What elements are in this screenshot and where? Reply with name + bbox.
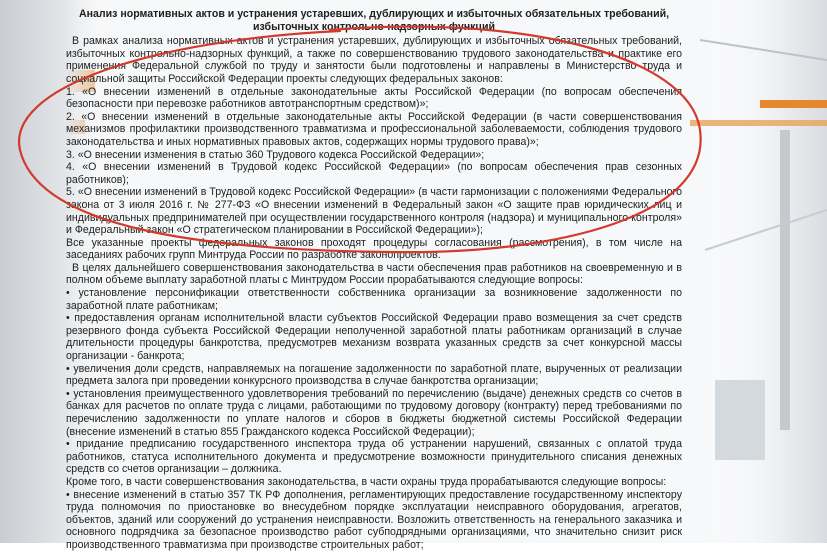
intro-paragraph: В рамках анализа нормативных актов и устранения устаревших, дублирующих и избыточных обязательных требований, избыточных контрольно-надзорных функций, а также по совершенствованию трудового законодательства и практике его применения Федеральной службой по труду и занятости были подготовлены и направлены в Министерство труда и социальной защиты Российской Федерации проекты следующих федеральных законов: — [66, 35, 682, 85]
law-item-1: 1. «О внесении изменений в отдельные законодательные акты Российской Федерации (по вопросам обеспечения безопасности при перевозке работников автотранспортным средством)»; — [66, 85, 682, 111]
wage-intro-paragraph: В целях дальнейшего совершенствования законодательства в части обеспечения прав работников на своевременную и в полном объеме выплату заработной платы с Минтрудом России прорабатываются следующие вопросы: — [66, 261, 682, 287]
approval-paragraph: Все указанные проекты федеральных законов проходят процедуры согласования (рассмотрения), в том числе на заседаниях рабочих групп Минтруда России по разработке законопроектов. — [66, 236, 682, 262]
safety-intro-paragraph: Кроме того, в части совершенствования законодательства, в части охраны труда прорабатываются следующие вопросы: — [66, 475, 667, 488]
wage-item-1: • установление персонификации ответственности собственника организации за возникновение задолженности по заработной плате работникам; — [66, 287, 682, 312]
law-item-5: 5. «О внесении изменений в Трудовой кодекс Российской Федерации» (в части гармонизации с положениями Федерального закона от 3 июля 2016 г. № 277-ФЗ «О внесении изменений в Федеральный закон «О защите прав юридических лиц и индивидуальных предпринимателей при осуществлении государственного контроля (надзора) и муниципального контроля» и Федеральный закон «О стратегическом планировании в Российской Федерации»); — [66, 186, 682, 237]
wage-item-5: • придание предписанию государственного инспектора труда об устранении нарушений, связанных с оплатой труда работников, статуса исполнительного документа и предусмотрение возможности принудительного списания денежных средств со счетов организации – должника. — [66, 438, 682, 476]
wage-item-2: • предоставления органам исполнительной власти субъектов Российской Федерации право возмещения за счет средств резервного фонда субъекта Российской Федерации неполученной заработной платы работникам организаций в случае длительности процедуры банкротства, предусмотрев механизм возврата указанных средств за счет конкурсной массы организации - банкрота; — [66, 312, 682, 363]
safety-item-1: • внесение изменений в статью 357 ТК РФ дополнения, регламентирующих предоставление государственному инспектору труда полномочия по приостановке во внесудебном порядке эксплуатации неисправного оборудования, агрегатов, объектов, зданий или сооружений до устранения неисправности. Возложить ответственность на генерального заказчика и основного подрядчика за безопасное производство работ субподрядными организациями, что значительно снизит риск производственного травматизма при производстве строительных работ; — [66, 488, 682, 551]
law-item-3: 3. «О внесении изменения в статью 360 Трудового кодекса Российской Федерации»; — [66, 148, 485, 161]
wage-item-3: • увеличения доли средств, направляемых на погашение задолженности по заработной плате, вырученных от реализации предмета залога при проведении конкурсного производства в случае банкротства организации; — [66, 362, 682, 388]
document-body — [66, 8, 682, 552]
document-title — [66, 8, 682, 33]
title-line-2: избыточных контрольно-надзорных функций — [253, 20, 495, 33]
wage-item-4: • установления преимущественного удовлетворения требований по перечислению (выдаче) денежных средств со счетов в банках для расчетов по оплате труда с лицами, работающими по трудовому договору (контракту) перед требованиями по перечислению задолженности по уплате налогов и сборов в бюджеты бюджетной системы Российской Федерации (внесение изменений в статью 855 Гражданского кодекса Российской Федерации); — [66, 387, 682, 438]
title-line-1: Анализ нормативных актов и устранения устаревших, дублирующих и избыточных обязательных требований, — [78, 8, 670, 20]
law-item-2: 2. «О внесении изменений в отдельные законодательные акты Российской Федерации (в части совершенствования механизмов профилактики производственного травматизма и профессиональной заболеваемости, соблюдения трудового законодательства и иных нормативных правовых актов, содержащих нормы трудового права)»; — [66, 110, 682, 148]
law-item-4: 4. «О внесении изменений в Трудовой кодекс Российской Федерации» (по вопросам обеспечения прав сезонных работников); — [66, 161, 682, 186]
